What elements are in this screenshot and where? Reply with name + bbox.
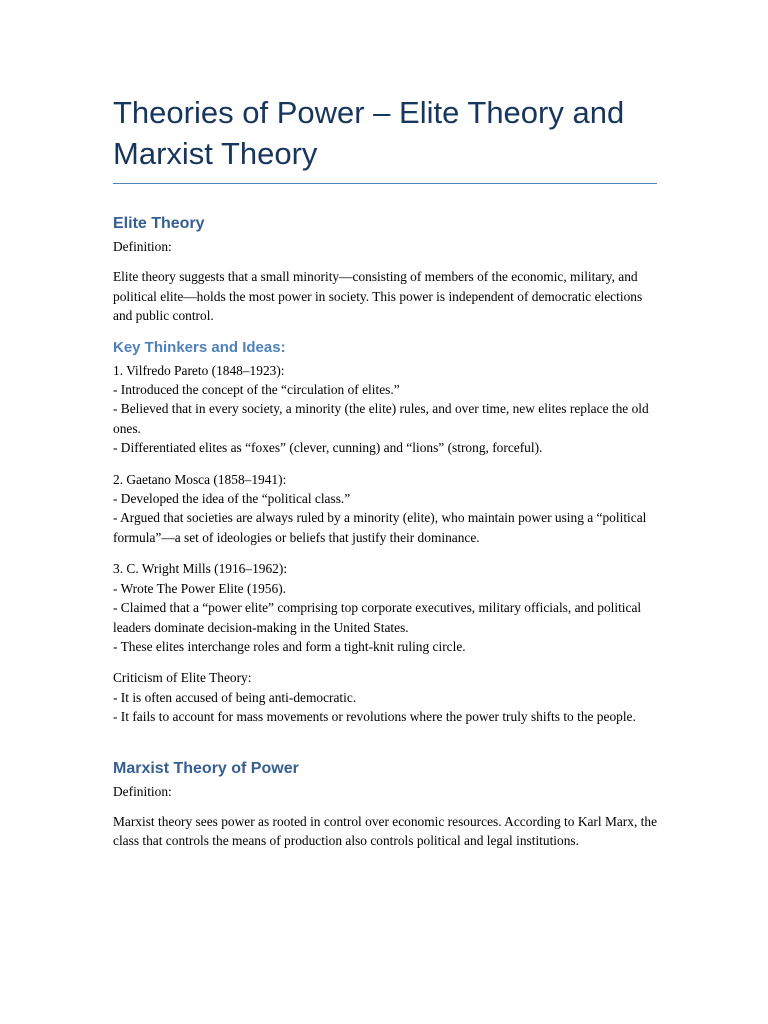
thinker-name: 2. Gaetano Mosca (1858–1941):: [113, 471, 287, 487]
thinker-point: - Developed the idea of the “political class.”: [113, 491, 351, 507]
thinker-point: - Believed that in every society, a minority (the elite) rules, and over time, new elites replace the old ones.: [113, 401, 649, 436]
thinker-point: - These elites interchange roles and form a tight-knit ruling circle.: [113, 638, 466, 654]
elite-criticism: [113, 668, 657, 726]
thinker-name: 1. Vilfredo Pareto (1848–1923):: [113, 362, 285, 378]
marxist-definition-text: Marxist theory sees power as rooted in control over economic resources. According to Karl Marx, the class that controls the means of production also controls political and legal institutions.: [113, 813, 658, 849]
marxist-definition-label: Definition:: [113, 783, 172, 799]
elite-theory-heading: Elite Theory: [113, 215, 205, 232]
thinker-mills: [113, 559, 657, 656]
thinker-mosca: [113, 470, 657, 548]
thinker-point: - Argued that societies are always ruled by a minority (elite), who maintain power using a “political formula”—a set of ideologies or beliefs that justify their dominance.: [113, 510, 647, 545]
elite-definition-label: Definition:: [113, 239, 172, 254]
criticism-point: - It is often accused of being anti-democratic.: [113, 689, 357, 705]
thinker-name: 3. C. Wright Mills (1916–1962):: [113, 561, 288, 577]
key-thinkers-heading: Key Thinkers and Ideas:: [113, 338, 286, 356]
document-title: Theories of Power – Elite Theory and Marxist Theory: [113, 92, 657, 184]
thinker-point: - Wrote The Power Elite (1956).: [113, 580, 286, 596]
thinker-pareto: [113, 361, 657, 458]
criticism-label: Criticism of Elite Theory:: [113, 670, 252, 686]
thinker-point: - Differentiated elites as “foxes” (clever, cunning) and “lions” (strong, forceful).: [113, 440, 543, 456]
document-page: [113, 92, 657, 851]
thinker-point: - Claimed that a “power elite” comprising top corporate executives, military officials, and political leaders dominate decision-making in the United States.: [113, 600, 642, 635]
elite-definition-text: Elite theory suggests that a small minority—consisting of members of the economic, military, and political elite—holds the most power in society. This power is independent of democratic elections and public control.: [113, 269, 643, 324]
thinker-point: - Introduced the concept of the “circulation of elites.”: [113, 382, 400, 398]
marxist-theory-heading: Marxist Theory of Power: [113, 759, 299, 777]
criticism-point: - It fails to account for mass movements or revolutions where the power truly shifts to the people.: [113, 709, 636, 725]
